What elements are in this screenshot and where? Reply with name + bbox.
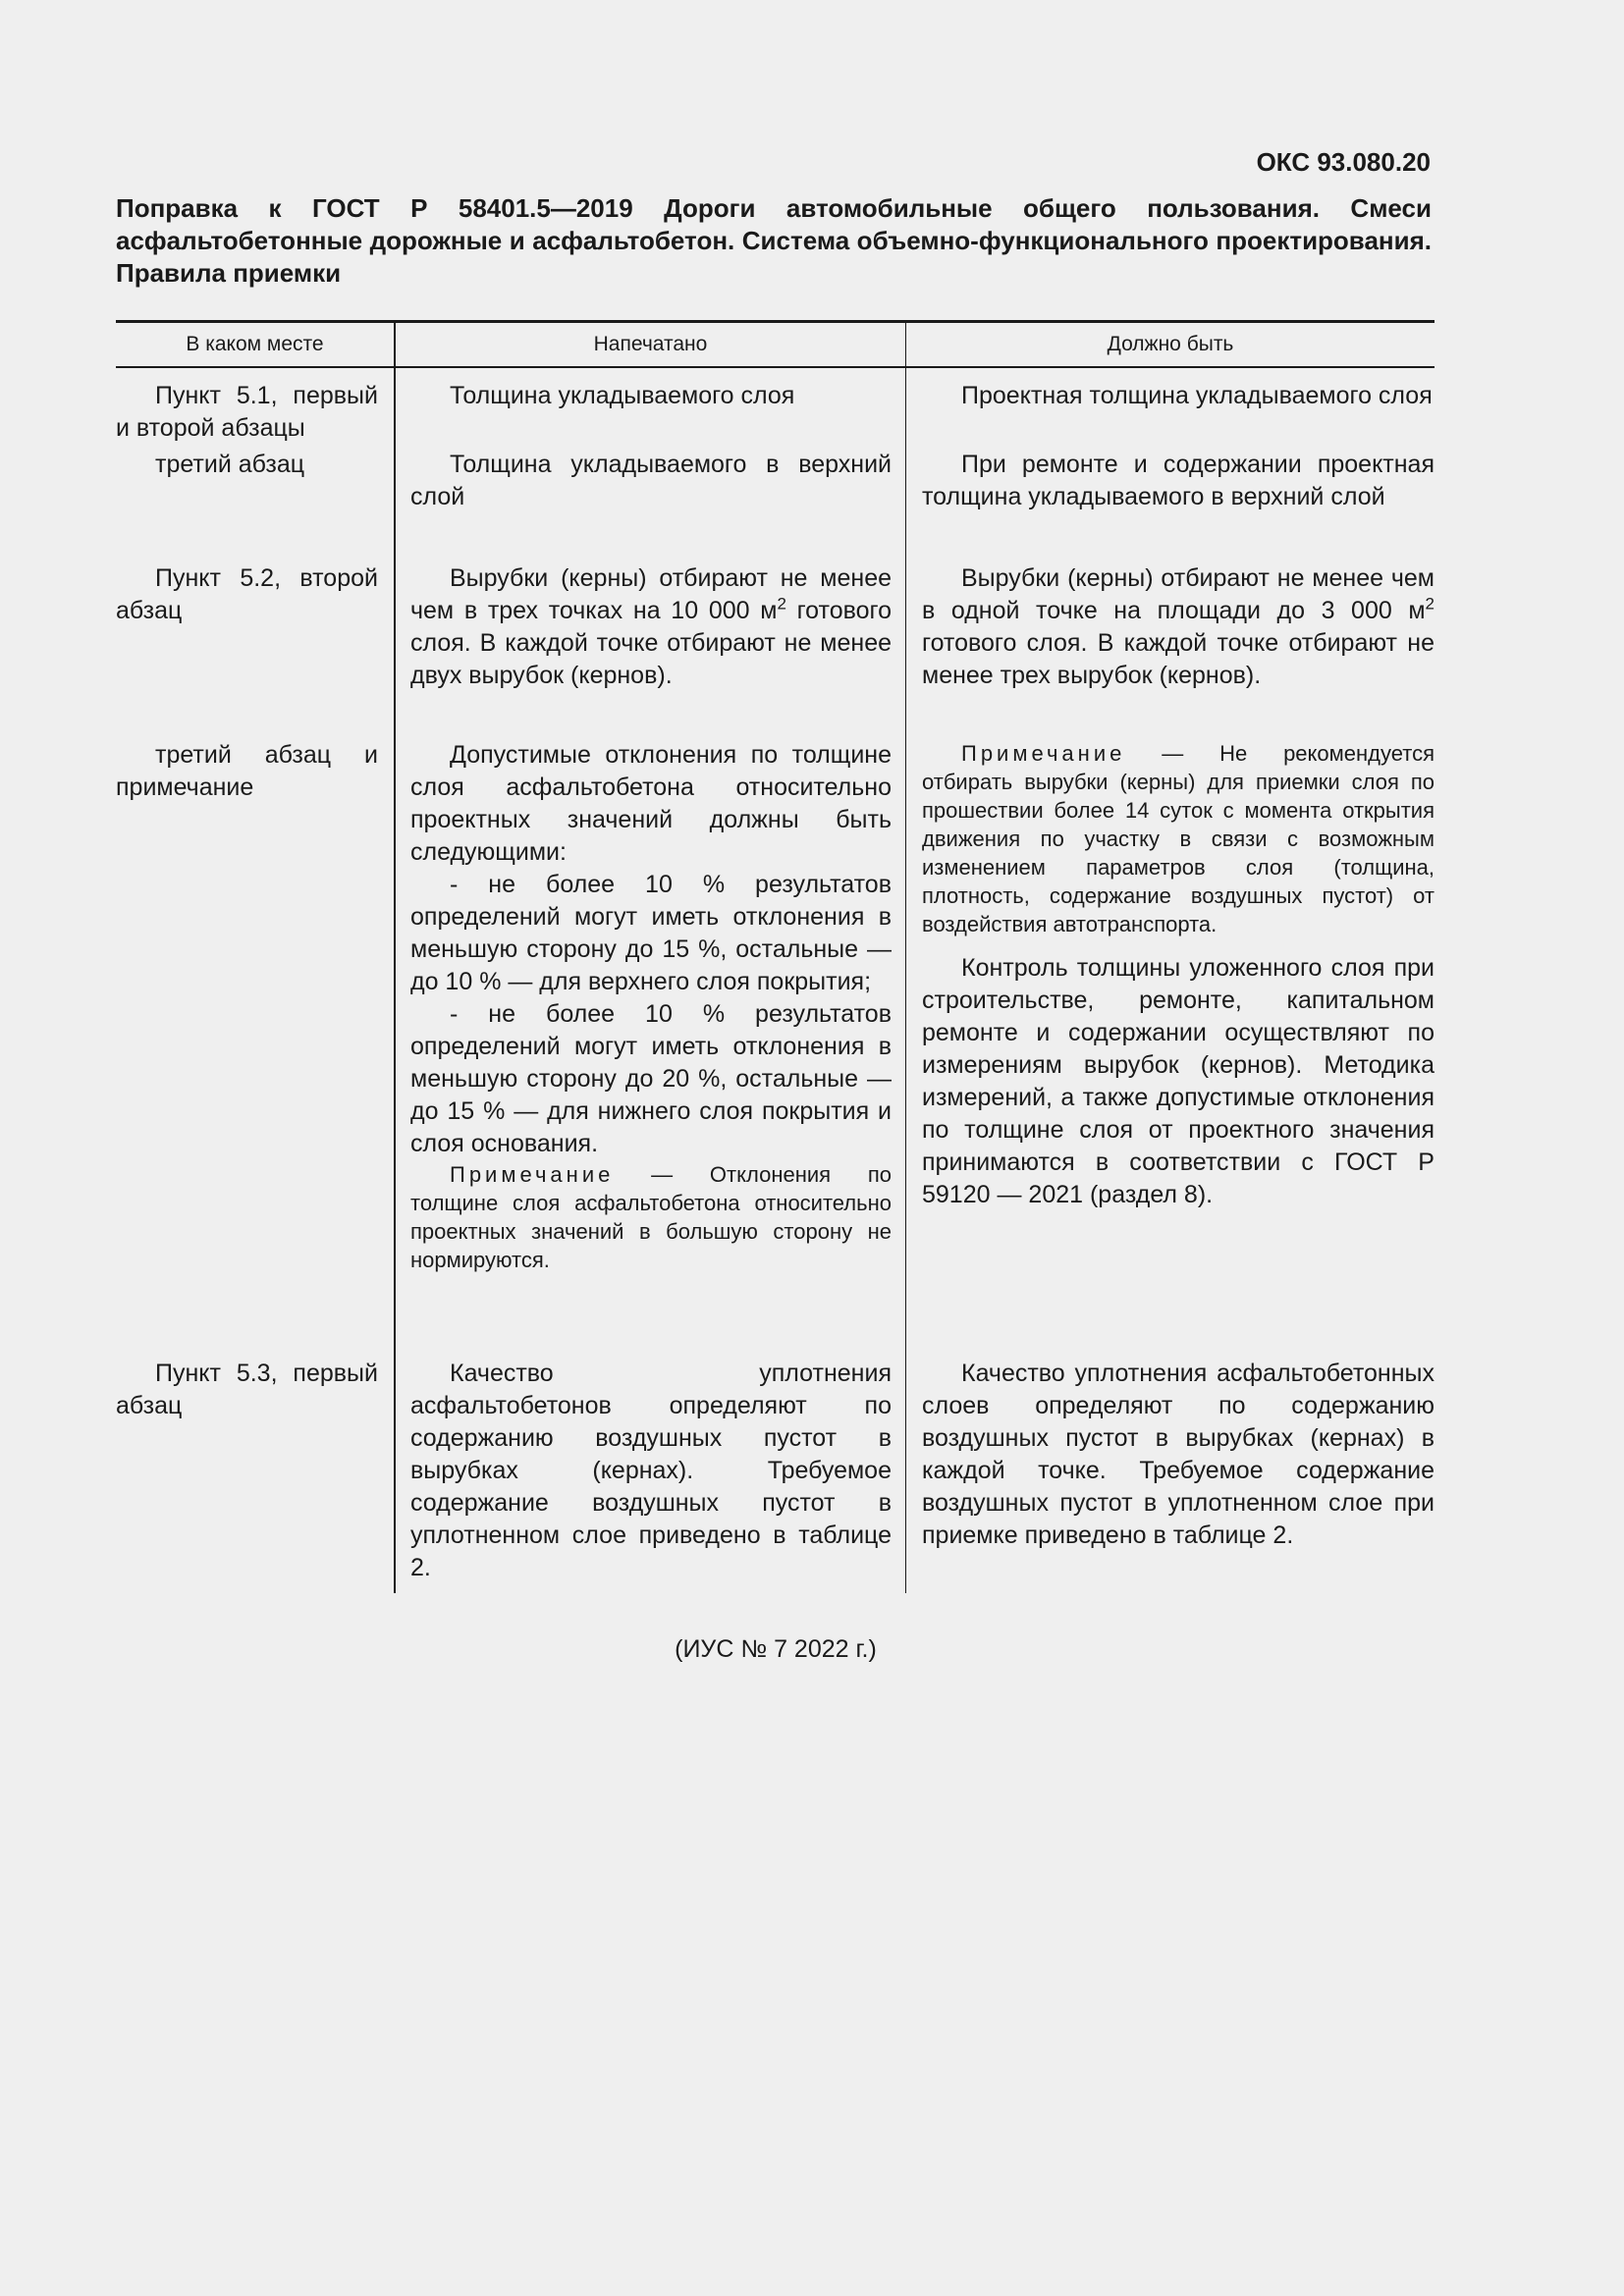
oks-code: ОКС 93.080.20 bbox=[1256, 147, 1431, 177]
printed-note bbox=[410, 1160, 892, 1274]
should-note bbox=[922, 739, 1435, 938]
should-cell bbox=[906, 1358, 1435, 1593]
printed-cell bbox=[395, 449, 906, 562]
place-cell bbox=[116, 367, 395, 449]
should-cell bbox=[906, 739, 1435, 1358]
printed-text-part: готового слоя. В каждой точке отбирают не менее двух вырубок (кернов). bbox=[410, 597, 892, 689]
printed-cell bbox=[395, 367, 906, 449]
should-cell bbox=[906, 562, 1435, 739]
table-row bbox=[116, 367, 1435, 449]
table-header-row bbox=[116, 322, 1435, 368]
printed-cell bbox=[395, 739, 906, 1358]
column-header-printed: Напечатано bbox=[395, 322, 906, 368]
place-cell bbox=[116, 1358, 395, 1593]
printed-text bbox=[410, 739, 892, 1274]
table-row bbox=[116, 739, 1435, 1358]
column-header-place: В каком месте bbox=[186, 333, 324, 355]
should-text bbox=[922, 739, 1435, 1211]
printed-text: Толщина укладываемого слоя bbox=[450, 382, 795, 409]
printed-intro: Допустимые отклонения по толщине слоя асфальтобетона относительно проектных значений должны быть следующими: bbox=[410, 741, 892, 866]
should-text: Качество уплотнения асфальтобетонных слоев определяют по содержанию воздушных пустот в вырубках (кернах) в каждой точке. Требуемое содержание воздушных пустот в уплотненном слое при приемке приведено в таблице 2. bbox=[922, 1360, 1435, 1549]
should-text bbox=[922, 562, 1435, 692]
printed-cell bbox=[395, 1358, 906, 1593]
should-cell bbox=[906, 449, 1435, 562]
place-cell bbox=[116, 562, 395, 739]
superscript: 2 bbox=[777, 594, 786, 614]
printed-cell bbox=[395, 562, 906, 739]
ius-footer: (ИУС № 7 2022 г.) bbox=[675, 1635, 877, 1663]
amendment-table-wrapper bbox=[116, 320, 1435, 1593]
should-text: Проектная толщина укладываемого слоя bbox=[961, 382, 1433, 409]
should-text-part: Вырубки (керны) отбирают не менее чем в одной точке на площади до 3 000 м bbox=[922, 564, 1435, 624]
place-text: третий абзац bbox=[155, 451, 305, 478]
place-cell bbox=[116, 739, 395, 1358]
printed-text-part: Вырубки (керны) отбирают не менее чем в трех точках на 10 000 м bbox=[410, 564, 892, 624]
place-text: Пункт 5.3, первый абзац bbox=[116, 1360, 378, 1419]
note-label: Примечание bbox=[450, 1162, 615, 1187]
amendment-table bbox=[116, 320, 1435, 1593]
note-label: Примечание bbox=[961, 741, 1126, 766]
printed-list-item: - не более 10 % результатов определений могут иметь отклонения в меньшую сторону до 20 %, остальные — до 15 % — для нижнего слоя покрытия и слоя основания. bbox=[410, 1000, 892, 1157]
column-header-should-be: Должно быть bbox=[906, 322, 1435, 368]
printed-text: Толщина укладываемого в верхний слой bbox=[410, 451, 892, 510]
place-text: Пункт 5.1, первый и второй абзацы bbox=[116, 382, 378, 442]
should-cell bbox=[906, 367, 1435, 449]
printed-text bbox=[410, 562, 892, 692]
place-cell bbox=[116, 449, 395, 562]
table-row bbox=[116, 1358, 1435, 1593]
should-paragraph: Контроль толщины уложенного слоя при строительстве, ремонте, капитальном ремонте и содержании осуществляют по измерениям вырубок (кернов). Методика измерений, а также допустимые отклонения по толщине слоя от проектного значения принимаются в соответствии с ГОСТ Р 59120 — 2021 (раздел 8). bbox=[922, 954, 1435, 1208]
superscript: 2 bbox=[1425, 594, 1435, 614]
table-row bbox=[116, 562, 1435, 739]
table-row bbox=[116, 449, 1435, 562]
should-text: При ремонте и содержании проектная толщина укладываемого в верхний слой bbox=[922, 451, 1435, 510]
place-text: Пункт 5.2, второй абзац bbox=[116, 564, 378, 624]
printed-list-item: - не более 10 % результатов определений могут иметь отклонения в меньшую сторону до 15 %, остальные — до 10 % — для верхнего слоя покрытия; bbox=[410, 871, 892, 995]
place-text: третий абзац и примечание bbox=[116, 741, 378, 801]
should-text-part: готового слоя. В каждой точке отбирают не менее трех вырубок (кернов). bbox=[922, 629, 1435, 689]
document-title: Поправка к ГОСТ Р 58401.5—2019 Дороги автомобильные общего пользования. Смеси асфальтобетонные дорожные и асфальтобетон. Система объемно-функционального проектирования. Правила приемки bbox=[116, 193, 1432, 288]
printed-text: Качество уплотнения асфальтобетонов определяют по содержанию воздушных пустот в вырубках (кернах). Требуемое содержание воздушных пустот в уплотненном слое приведено в таблице 2. bbox=[410, 1360, 892, 1581]
note-text: — Отклонения по толщине слоя асфальтобетона относительно проектных значений в большую сторону не нормируются. bbox=[410, 1162, 892, 1272]
note-text: — Не рекомендуется отбирать вырубки (керны) для приемки слоя по прошествии более 14 суток с момента открытия движения по участку в связи с возможным изменением параметров слоя (толщина, плотность, содержание воздушных пустот) от воздействия автотранспорта. bbox=[922, 741, 1435, 936]
